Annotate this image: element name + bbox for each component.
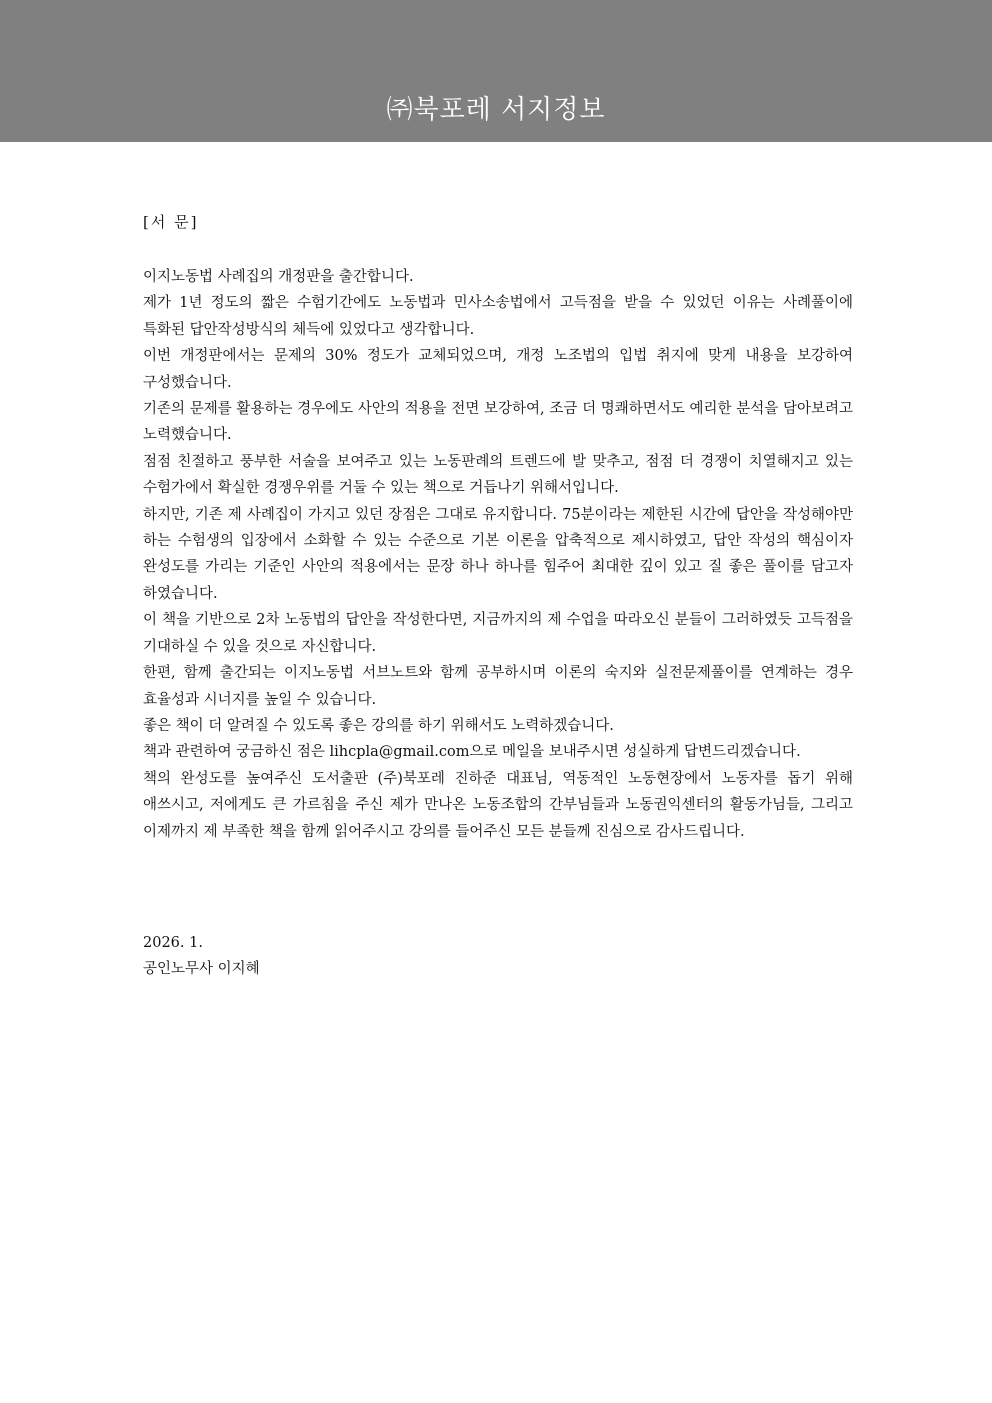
preface-paragraph-8: 한편, 함께 출간되는 이지노동법 서브노트와 함께 공부하시며 이론의 숙지와 실전문제풀이를 연계하는 경우 효율성과 시너지를 높일 수 있습니다. [143, 665, 853, 708]
signature-date: 2026. 1. [143, 935, 203, 951]
preface-paragraph-7: 이 책을 기반으로 2차 노동법의 답안을 작성한다면, 지금까지의 제 수업을 따라오신 분들이 그러하였듯 고득점을 기대하실 수 있을 것으로 자신합니다. [143, 612, 853, 655]
signature-block [143, 930, 543, 983]
preface-paragraph-9: 좋은 책이 더 알려질 수 있도록 좋은 강의를 하기 위해서도 노력하겠습니다. [143, 717, 614, 734]
preface-paragraph-5: 점점 친절하고 풍부한 서술을 보여주고 있는 노동판례의 트렌드에 발 맞추고, 점점 더 경쟁이 치열해지고 있는 수험가에서 확실한 경쟁우위를 거둘 수 있는 책으로 거듭나기 위해서입니다. [143, 453, 853, 497]
page-title: ㈜북포레 서지정보 [386, 95, 606, 125]
preface-paragraph-4: 기존의 문제를 활용하는 경우에도 사안의 적용을 전면 보강하여, 조금 더 명쾌하면서도 예리한 분석을 담아보려고 노력했습니다. [143, 401, 853, 444]
preface-paragraph-11: 책의 완성도를 높여주신 도서출판 (주)북포레 진하준 대표님, 역동적인 노동현장에서 노동자를 돕기 위해 애쓰시고, 저에게도 큰 가르침을 주신 제가 만나온 노동조합의 간부님들과 노동권익센터의 활동가님들, 그리고 이제까지 제 부족한 책을 함께 읽어주시고 강의를 들어주신 모든 분들께 진심으로 감사드립니다. [143, 770, 853, 840]
preface-paragraph-1: 이지노동법 사례집의 개정판을 출간합니다. [143, 269, 414, 285]
preface-heading: [서 문] [143, 213, 199, 231]
preface-paragraph-2: 제가 1년 정도의 짧은 수험기간에도 노동법과 민사소송법에서 고득점을 받을 수 있었던 이유는 사례풀이에 특화된 답안작성방식의 체득에 있었다고 생각합니다. [143, 295, 853, 338]
signature-author: 공인노무사 이지혜 [143, 961, 260, 978]
preface-paragraph-10: 책과 관련하여 궁금하신 점은 lihcpla@gmail.com으로 메일을 보내주시면 성실하게 답변드리겠습니다. [143, 744, 801, 761]
preface-body [143, 210, 853, 845]
preface-paragraph-6: 하지만, 기존 제 사례집이 가지고 있던 장점은 그대로 유지합니다. 75분이라는 제한된 시간에 답안을 작성해야만 하는 수험생의 입장에서 소화할 수 있는 수준으로 기본 이론을 압축적으로 제시하였고, 답안 작성의 핵심이자 완성도를 가리는 기준인 사안의 적용에서는 문장 하나 하나를 힘주어 최대한 깊이 있고 질 좋은 풀이를 담고자 하였습니다. [143, 506, 853, 602]
header-band [0, 0, 992, 142]
preface-paragraph-3: 이번 개정판에서는 문제의 30% 정도가 교체되었으며, 개정 노조법의 입법 취지에 맞게 내용을 보강하여 구성했습니다. [143, 348, 853, 391]
